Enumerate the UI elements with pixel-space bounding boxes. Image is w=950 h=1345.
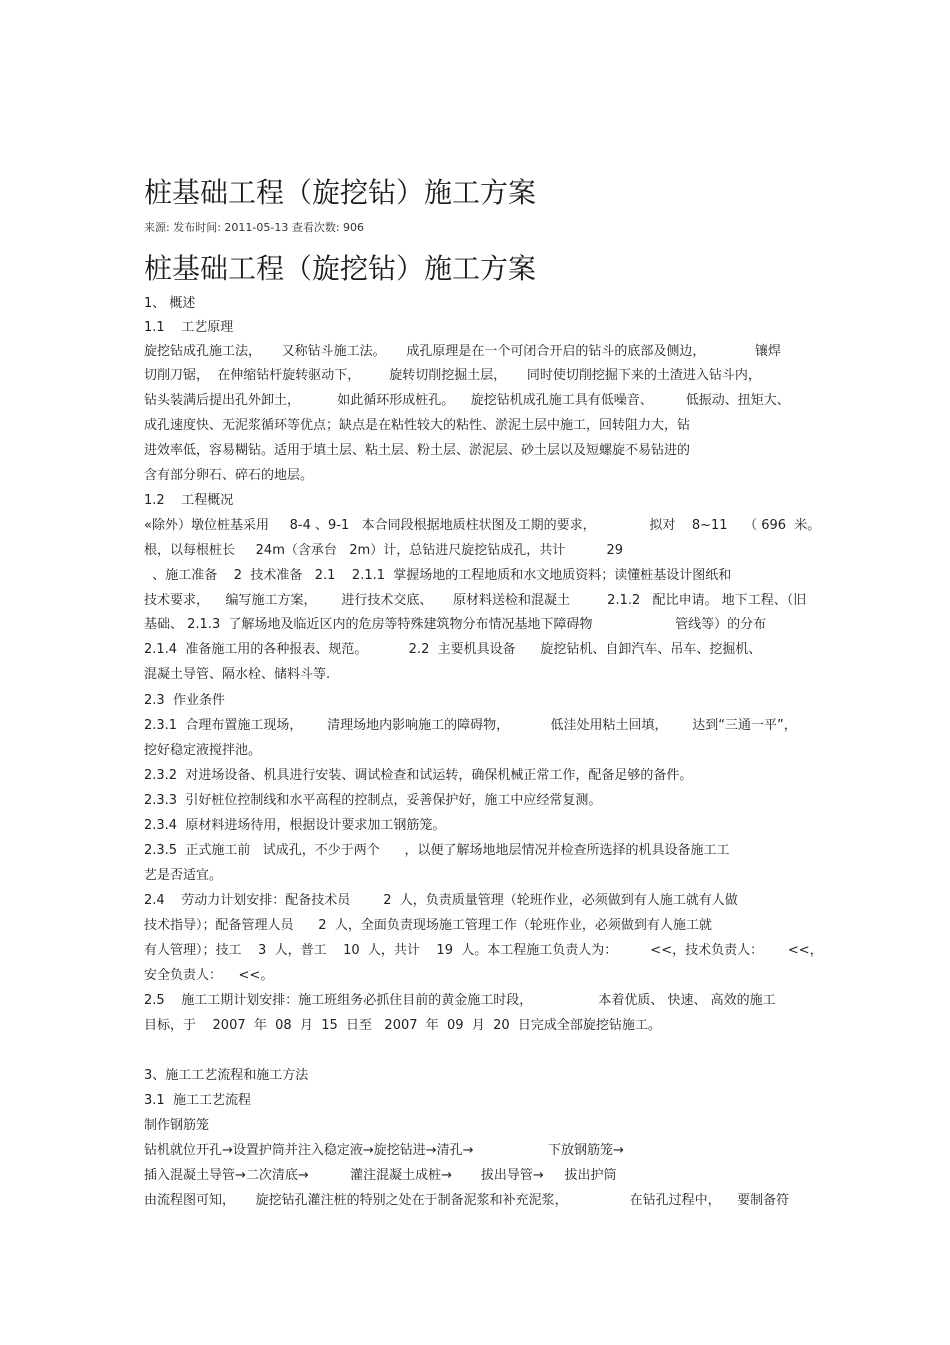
text-line: 由流程图可知， 旋挖钻孔灌注桩的特别之处在于制备泥浆和补充泥浆， 在钻孔过程中， 要制备符	[144, 1193, 790, 1208]
text-line: 成孔速度快、无泥浆循环等优点；缺点是在粘性较大的粘性、淤泥土层中施工，回转阻力大，钻	[144, 418, 691, 433]
text-line: 2.5 施工工期计划安排：施工班组务必抓住目前的黄金施工时段， 本着优质、 快速、 高效的施工	[144, 993, 776, 1008]
text-line: 2.1.4 准备施工用的各种报表、规范。 2.2 主要机具设备 旋挖钻机、自卸汽车、吊车、挖掘机、	[144, 642, 762, 657]
text-line: 有人管理）；技工 3 人，普工 10 人，共计 19 人。本工程施工负责人为： <<，技术负责人： <<，	[144, 943, 823, 958]
text-line: 3.1 施工工艺流程	[144, 1093, 251, 1108]
text-line: 基础、 2.1.3 了解场地及临近区内的危房等特殊建筑物分布情况基地下障碍物 管线等）的分布	[144, 617, 767, 632]
text-line: 进效率低，容易糊钻。适用于填土层、粘土层、粉土层、淤泥层、砂土层以及短螺旋不易钻进的	[144, 443, 691, 458]
document-heading: 桩基础工程（旋挖钻）施工方案	[144, 252, 537, 285]
text-line: 1、 概述	[144, 296, 196, 311]
document-meta: 来源: 发布时间: 2011-05-13 查看次数: 906	[144, 221, 365, 234]
text-line: 1.1 工艺原理	[144, 320, 234, 335]
text-line: 根，以每根桩长 24m（含承台 2m）计，总钻进尺旋挖钻成孔，共计 29	[144, 543, 624, 558]
text-line: 2.3 作业条件	[144, 693, 225, 708]
section-heading: 3、施工工艺流程和施工方法	[144, 1068, 309, 1083]
document-title: 桩基础工程（旋挖钻）施工方案	[144, 176, 537, 209]
text-line: 制作钢筋笼	[144, 1118, 210, 1133]
text-line: «除外）墩位桩基采用 8-4 、9-1 本合同段根据地质柱状图及工期的要求， 拟对 8~11 （ 696 米。	[144, 518, 821, 533]
text-line: 钻头装满后提出孔外卸土， 如此循环形成桩孔。 旋挖钻机成孔施工具有低噪音、 低振动、扭矩大、	[144, 393, 790, 408]
text-line: 2.3.4 原材料进场待用，根据设计要求加工钢筋笼。	[144, 818, 446, 833]
text-line: 旋挖钻成孔施工法， 又称钻斗施工法。 成孔原理是在一个可闭合开启的钻斗的底部及侧边， 镶焊	[144, 344, 781, 359]
text-line: 安全负责人： <<。	[144, 968, 274, 983]
text-line: 混凝土导管、隔水栓、储料斗等.	[144, 667, 331, 682]
text-line: 目标，于 2007 年 08 月 15 日至 2007 年 09 月 20 日完成全部旋挖钻施工。	[144, 1018, 661, 1033]
text-line: 钻机就位开孔→设置护筒并注入稳定液→旋挖钻进→清孔→ 下放钢筋笼→	[144, 1143, 624, 1158]
text-line: 插入混凝土导管→二次清底→ 灌注混凝土成桩→ 拔出导管→ 拔出护筒	[144, 1168, 617, 1183]
text-line: 2.4 劳动力计划安排：配备技术员 2 人，负责质量管理（轮班作业，必须做到有人施工就有人做	[144, 893, 738, 908]
text-line: 含有部分卵石、碎石的地层。	[144, 468, 314, 483]
text-line: 艺是否适宜。	[144, 868, 223, 883]
text-line: 2.3.2 对进场设备、机具进行安装、调试检查和试运转，确保机械正常工作，配备足够的备件。	[144, 768, 693, 783]
text-line: 技术指导）；配备管理人员 2 人，全面负责现场施工管理工作（轮班作业，必须做到有人施工就	[144, 918, 712, 933]
text-line: 2.3.5 正式施工前 试成孔，不少于两个 ，以便了解场地地层情况并检查所选择的机具设备施工工	[144, 843, 730, 858]
text-line: 1.2 工程概况	[144, 493, 234, 508]
text-line: 2.3.3 引好桩位控制线和水平高程的控制点，妥善保护好，施工中应经常复测。	[144, 793, 602, 808]
text-line: 技术要求， 编写施工方案， 进行技术交底、 原材料送检和混凝土 2.1.2 配比申请。 地下工程、（旧	[144, 593, 807, 608]
text-line: 挖好稳定液搅拌池。	[144, 743, 262, 758]
text-line: 切削刀锯， 在伸缩钻杆旋转驱动下， 旋转切削挖掘土层， 同时使切削挖掘下来的土渣进入钻斗内，	[144, 368, 761, 383]
text-line: 2.3.1 合理布置施工现场， 清理场地内影响施工的障碍物， 低洼处用粘土回填， 达到“三通一平”，	[144, 718, 797, 733]
text-line: 、施工准备 2 技术准备 2.1 2.1.1 掌握场地的工程地质和水文地质资料；读懂桩基设计图纸和	[144, 568, 732, 583]
